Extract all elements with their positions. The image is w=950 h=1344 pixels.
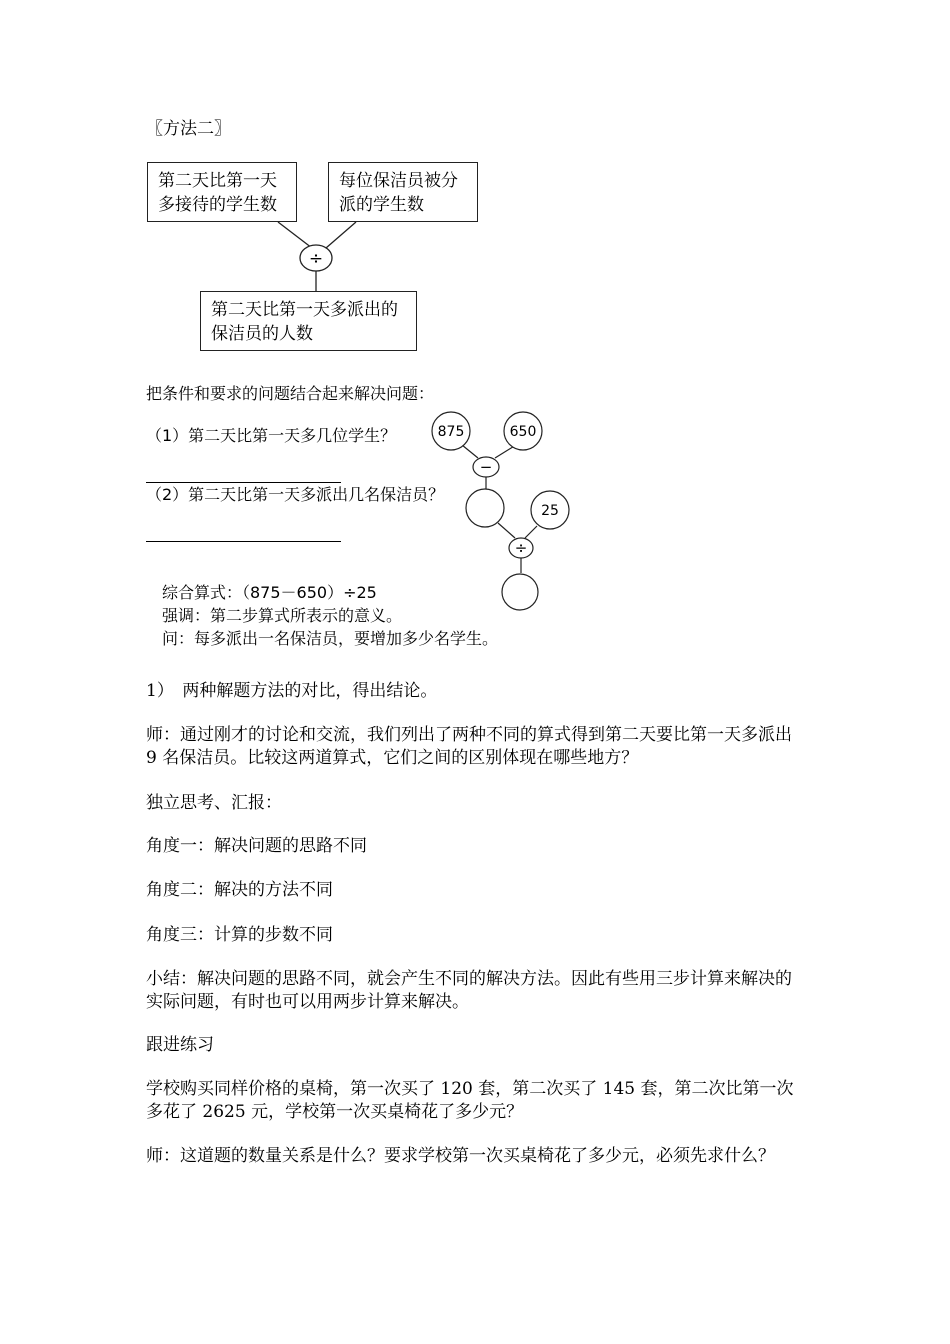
diagram-box-left: 第二天比第一天多接待的学生数 <box>147 162 297 222</box>
answer-line-2 <box>146 541 341 542</box>
paragraph-think: 独立思考、汇报： <box>146 793 282 813</box>
question-2: （2）第二天比第一天多派出几名保洁员？ <box>146 485 445 504</box>
node-875-label: 875 <box>437 424 465 440</box>
node-result <box>502 574 538 610</box>
diagram-box-right: 每位保洁员被分派的学生数 <box>328 162 478 222</box>
paragraph-angle-2: 角度二：解决的方法不同 <box>146 880 333 900</box>
node-650-label: 650 <box>509 424 537 440</box>
calculation-tree <box>420 400 580 620</box>
paragraph-teacher-1: 师：通过刚才的讨论和交流，我们列出了两种不同的算式得到第二天要比第一天多派出 9 名保洁员。比较这两道算式，它们之间的区别体现在哪些地方？ <box>146 725 792 768</box>
formula: 综合算式：（875－650）÷25 <box>162 583 377 602</box>
paragraph-practice-heading: 跟进练习 <box>146 1035 214 1055</box>
divide-operator-2: ÷ <box>514 539 528 557</box>
diagram-box-bottom: 第二天比第一天多派出的保洁员的人数 <box>200 291 417 351</box>
method-heading: 〖方法二〗 <box>146 119 231 139</box>
paragraph-comparison: 1） 两种解题方法的对比，得出结论。 <box>146 681 438 701</box>
paragraph-teacher-2: 师：这道题的数量关系是什么？要求学校第一次买桌椅花了多少元，必须先求什么？ <box>146 1146 775 1166</box>
combine-instruction: 把条件和要求的问题结合起来解决问题： <box>146 384 435 403</box>
question-note: 问：每多派出一名保洁员，要增加多少名学生。 <box>162 629 499 648</box>
minus-operator: − <box>479 458 493 476</box>
paragraph-angle-1: 角度一：解决问题的思路不同 <box>146 836 367 856</box>
paragraph-angle-3: 角度三：计算的步数不同 <box>146 925 333 945</box>
paragraph-summary: 小结：解决问题的思路不同，就会产生不同的解决方法。因此有些用三步计算来解决的实际问题，有时也可以用两步计算来解决。 <box>146 969 792 1012</box>
node-25-label: 25 <box>541 503 559 519</box>
node-difference <box>466 489 504 527</box>
question-1: （1）第二天比第一天多几位学生？ <box>146 426 397 445</box>
emphasis-note: 强调：第二步算式所表示的意义。 <box>162 606 403 625</box>
paragraph-practice-problem: 学校购买同样价格的桌椅，第一次买了 120 套，第二次买了 145 套，第二次比第一次多花了 2625 元，学校第一次买桌椅花了多少元？ <box>146 1079 794 1122</box>
divide-operator: ÷ <box>308 249 324 269</box>
